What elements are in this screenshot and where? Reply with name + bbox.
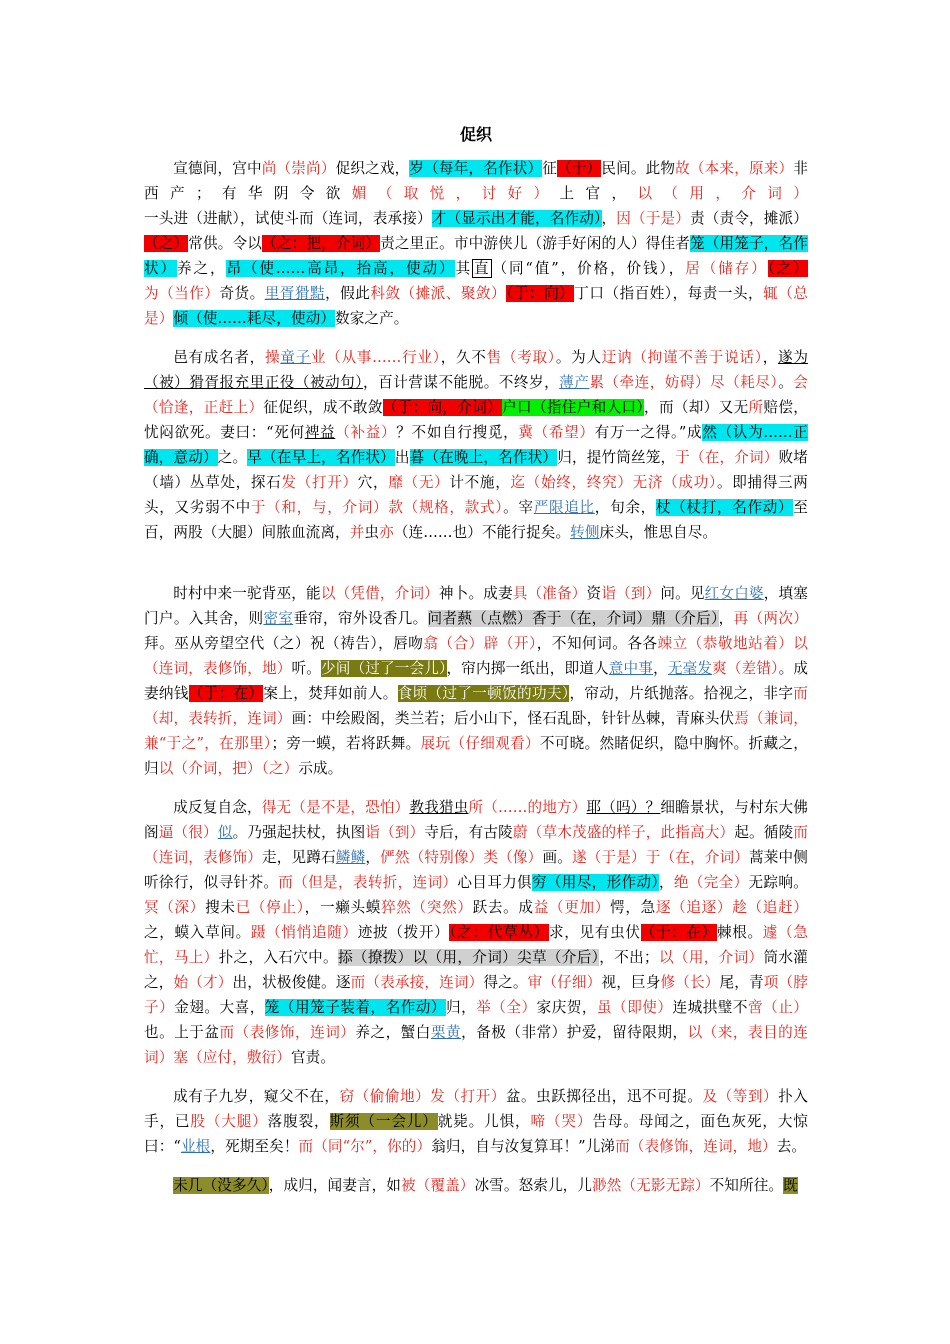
annotated-text: 似 [217,824,233,841]
annotated-text: 以（凭借，介词） [320,585,439,602]
annotated-text: 得无（是不是，恐怕） [261,799,410,816]
text-run: 养之，蟹白 [355,1024,431,1041]
text-run: ，帘动，片纸抛落。拾视之，非字 [569,685,794,702]
text-run: ，百计营谋不能脱。不终岁， [363,374,560,391]
text-run: 迹披（拨开） [357,924,450,941]
annotated-text: 童子 [280,349,311,366]
text-run: 出，状极俊健。逐 [232,974,351,991]
text-run: 常供。令以 [188,235,263,252]
annotated-text: 诣（到） [365,824,425,841]
text-run: 问。见 [660,585,705,602]
text-run: ，旬余， [594,499,656,516]
text-run: ，帘内掷一纸出，即道人 [446,660,609,677]
annotated-text: 昂（使……高昂，抬高，使动） [226,260,456,277]
text-run: 败堵（墙）丛草处，探石 [144,449,808,491]
text-run: 奇货。 [219,285,265,302]
annotated-text: 益（更加） [533,899,611,916]
text-run: 。乃强起扶杖，执图 [232,824,366,841]
annotated-text: 遽（急忙，马上） [144,924,809,966]
annotated-text: 发（打开） [430,1088,506,1105]
text-run: 落腹裂， [267,1113,330,1130]
annotated-text: 而（但是，表转折，连词） [278,874,458,891]
annotated-text: 已（停止） [235,899,305,916]
text-run: 扑入手，已 [144,1088,808,1130]
annotated-text: 里胥猾黠 [264,285,326,302]
text-run: ，而（却）又无 [644,399,749,416]
text-run: 盆。虫跃掷径出，迅不可捉。 [505,1088,703,1105]
annotated-text: 售（考取） [486,349,556,366]
annotated-text: （于：在） [188,685,264,702]
text-run: 视，巨身 [601,974,661,991]
text-run: 责之里正。市中游侠儿（游手好闲的人）得佳者 [380,235,690,252]
annotated-text: 啼（哭） [530,1113,593,1130]
annotated-text: 始（才） [173,974,233,991]
text-run: 金翅。大喜， [174,999,265,1016]
annotated-text: 辟（开） [483,635,537,652]
text-run: 走，见蹲石 [262,849,336,866]
annotated-text: 再（两次） [733,610,808,627]
text-run: ， [601,210,617,227]
annotated-text: 蹑（悄悄追随） [250,924,358,941]
annotated-text: （补益） [335,424,397,441]
text-run: 棘根。 [716,924,763,941]
text-run: 邑有成名者， [173,349,265,366]
annotated-text: 修（长） [660,974,720,991]
annotated-text: 窃（偷偷地） [339,1088,431,1105]
annotated-text: 而（表修饰，连词） [219,1024,356,1041]
text-run: 求，见有虫伏 [549,924,641,941]
paragraph-4 [144,795,808,1070]
annotated-text: 辄（总是） [144,285,808,327]
annotated-text: 媚（取悦，讨好） [351,185,560,202]
annotated-text: 耶（吗）？ [586,799,661,816]
text-run: 示成。 [298,760,343,777]
annotated-text: 被（覆盖） [401,1177,475,1194]
text-run: 之，蟆入草间。 [144,924,251,941]
annotated-text: 倾（使……耗尽，使动） [173,310,336,327]
text-run: 不知所往。 [709,1177,784,1194]
text-run: 资 [586,585,602,602]
text-run: 归， [445,999,477,1016]
text-run: ，成归，闻妻言，如 [268,1177,401,1194]
annotated-text: 渺然（无影无踪） [592,1177,710,1194]
annotated-text: （于：向） [506,285,575,302]
annotated-text: 塞（应付，敷衍） [173,1049,291,1066]
annotated-text: 所 [748,399,764,416]
text-run: 心目耳力俱 [457,874,532,891]
annotated-text: 业（从事……行业） [310,349,441,366]
annotated-text: 及（等到） [702,1088,779,1105]
annotated-text: （之：把，介词） [262,235,381,252]
annotated-text: 无毫发 [667,660,713,677]
text-run: 也。上于盆 [144,1024,220,1041]
text-run: 搜未 [205,899,236,916]
annotated-text: 直 [473,260,491,277]
annotated-text: 然（认为……正确，意动） [144,424,808,466]
annotated-text: 逼（很） [158,824,218,841]
annotated-text: 迄（始终，终究） [510,474,633,491]
annotated-text: （于：向，介词） [382,399,503,416]
document-page [144,120,808,1198]
text-run: 归，提竹筒丝笼， [557,449,676,466]
text-run: ；旁一蟆，若将跃舞。 [271,735,421,752]
annotated-text: 红女白婆 [704,585,764,602]
text-run: ， [762,349,779,366]
annotated-text: 而（表修饰，连词，地） [615,1138,777,1155]
annotated-text: 遂（于是） [571,849,646,866]
text-run: 床头，惟思自尽。 [599,524,718,541]
annotated-text: 尚（崇尚） [261,160,336,177]
text-run: ，填塞门户。入其舍，则 [144,585,808,627]
annotated-text: 靡（无） [388,474,450,491]
text-run: 连城拱璧不 [672,999,748,1016]
text-run: 征 [542,160,558,177]
annotated-text: 具（准备） [512,585,587,602]
text-run: 促织之戏， [335,160,410,177]
annotated-text: （之） [144,235,189,252]
annotated-text: 会（恰逢，正赶上） [144,374,808,416]
text-run: 之。 [217,449,248,466]
text-run: 官责。 [290,1049,336,1066]
annotated-text: 故（本来，原来） [675,160,794,177]
paragraph-1 [144,156,808,331]
text-run: 。 [778,374,794,391]
annotated-text: 操 [264,349,281,366]
text-run: ， [658,874,674,891]
annotated-text: 冥（深） [144,899,206,916]
annotated-text: 啻（止） [748,999,808,1016]
text-run: 尾，青 [719,974,764,991]
text-run: 丁口（指百姓），每责一头， [574,285,764,302]
annotated-text: 发（打开） [281,474,358,491]
text-run: 神卜。成妻 [438,585,513,602]
document-title: 促织 [459,125,492,144]
text-run: 筒水灌之， [144,949,808,991]
annotated-text: 掭（撩拨）以（用，介词）尖草（介后） [337,949,600,966]
annotated-text: 冀（希望） [518,424,595,441]
annotated-text: 翕（合） [423,635,484,652]
annotated-text: 项（脖子） [144,974,808,1016]
text-run: 有万一之得。”成 [594,424,703,441]
text-run: 出 [394,449,410,466]
annotated-text: （于：在） [640,924,717,941]
text-run: 家庆贺， [536,999,597,1016]
annotated-text: 教我猎虫 [409,799,469,816]
annotated-text: 而（却，表转折，连词） [144,685,808,727]
annotated-text: 诣（到） [601,585,661,602]
annotated-text: 遂为（被）猾胥报充里正役（被动句） [144,349,809,391]
annotated-text: 严限追比 [533,499,595,516]
annotated-text: 而（连词，表修饰） [144,824,809,866]
annotated-text: 焉（兼词，兼“于之”，在那里） [144,710,808,752]
annotated-text: 业根 [180,1138,211,1155]
text-run: 虫 [364,524,380,541]
annotated-text: 蔚（草木茂盛的样子，此指高大） [512,824,735,841]
text-run: ，不出； [599,949,659,966]
annotated-text: 款（规格，款式） [388,499,504,516]
text-run: 细瞻景状，与村东大佛阁 [144,799,808,841]
annotated-text: 才（显示出才能，名作动） [431,210,602,227]
annotated-text: 爽（差错） [712,660,779,677]
annotated-text: 转侧 [570,524,600,541]
annotated-text: 于（在，介词） [675,449,779,466]
text-run: 。即捕得三两头，又劣弱不中 [144,474,808,516]
text-run: 就毙。儿惧， [437,1113,531,1130]
annotated-text: 岁（每年，名作状） [409,160,543,177]
text-run: 成有子九岁，窥父不在， [173,1088,340,1105]
annotated-text: 既 [783,1177,798,1194]
text-run: ，不知何词。各各 [536,635,658,652]
annotated-text: 穷（用尽，形作动） [531,874,659,891]
text-run: 画：中绘殿阁，类兰若；后小山下，怪石乱卧，针针丛棘，青麻头伏 [291,710,735,727]
annotated-text: 因（于是） [616,210,691,227]
text-run: 告母。母闻之，面色灰死，大惊曰：“ [144,1113,808,1155]
text-run: 不可晓。然睹促织，隐中胸怀。折藏之，归 [144,735,808,777]
paragraph-6 [144,1173,808,1198]
text-run: 。宰 [503,499,534,516]
text-run: 。为人 [555,349,602,366]
text-run: 时村中来一驼背巫，能 [173,585,321,602]
text-run: 养之， [176,260,227,277]
text-run: 跃去。成 [472,899,534,916]
text-run: 蒿莱中侧听徐行，似寻针芥。 [144,849,808,891]
text-run: （连……也）不能行捉矣。 [393,524,571,541]
text-run: 案上，焚拜如前人。 [263,685,398,702]
annotated-text: 裨益 [304,424,336,441]
text-run: ，死期至矣！ [210,1138,299,1155]
annotated-text: 虽（即使） [597,999,673,1016]
text-run: 计不施， [449,474,511,491]
annotated-text: 亦 [379,524,394,541]
annotated-text: 于（和，与，介词） [250,499,389,516]
text-run: 征促织，成不敢敛 [263,399,383,416]
annotated-text: 举（全） [476,999,537,1016]
annotated-text: 以（连词，表修饰，地） [144,635,808,677]
text-run: ， [365,849,381,866]
text-run: ？不如自行搜觅， [396,424,519,441]
annotated-text: 户口（指住户和人口） [502,399,645,416]
annotated-text: 笼（用笼子装着，名作动） [264,999,446,1016]
annotated-text: 鳞鳞 [335,849,366,866]
text-run: ， [718,610,734,627]
text-run: 冰雪。怒索儿，儿 [474,1177,593,1194]
text-run: 民间。此物 [601,160,676,177]
text-run: 愕，急 [610,899,656,916]
annotated-text: 所（……的地方） [468,799,587,816]
annotated-text: 少间（过了一会儿） [321,660,447,677]
annotated-text: 并 [349,524,365,541]
text-run: 得之。 [483,974,528,991]
annotated-text: 早（在早上，名作状） [247,449,395,466]
annotated-text: （之） [767,260,809,277]
annotated-text: 展玩（仔细观看） [420,735,540,752]
text-run: 去。 [776,1138,807,1155]
annotated-text: 暮（在晚上，名作状） [409,449,558,466]
annotated-text: 栗黄 [430,1024,462,1041]
annotated-text: 以（介词，把） [158,760,262,777]
text-run: 无踪响。 [748,874,808,891]
annotated-text: （于） [557,160,602,177]
text-run: 听。 [291,660,322,677]
annotated-text: 居（储存） [685,260,768,277]
text-run: 画。 [542,849,572,866]
annotated-text: 尽（耗尽） [710,374,779,391]
text-run: 数家之产。 [335,310,409,327]
text-run: 其 [455,260,472,277]
text-run: 上官， [559,185,638,202]
paragraph-3 [144,581,808,781]
text-run: ，一癞头蟆 [304,899,382,916]
text-run: 责（责令，摊派） [690,210,808,227]
annotated-text: 而（表承接，连词） [350,974,484,991]
annotated-text: 无济（成功） [632,474,717,491]
annotated-text: 密室 [263,610,294,627]
paragraph-5 [144,1084,808,1159]
annotated-text: 薄产 [559,374,590,391]
paragraph-2 [144,345,808,545]
text-run: ， [653,660,668,677]
annotated-text: 以（用，介词） [637,185,808,202]
annotated-text: （之：代草丛） [449,924,549,941]
annotated-text: 累（牵连，妨碍） [589,374,711,391]
annotated-text: 俨然（特别像） [380,849,484,866]
annotated-text: 股（大腿） [190,1113,268,1130]
annotated-text: 以（用，介词） [658,949,764,966]
text-run: 翁归，自与汝复算耳！”儿涕 [431,1138,616,1155]
annotated-text: 杖（杖打，名作动） [655,499,794,516]
annotated-text: 斯须（一会儿） [329,1113,438,1130]
annotated-text: 类（像） [483,849,543,866]
annotated-text: 审（仔细） [527,974,602,991]
text-run: 宣德间，宫中 [173,160,262,177]
annotated-text: 竦立（恭敬地站着） [657,635,794,652]
annotated-text: 食顷（过了一顿饭的功夫） [397,685,570,702]
text-run: 非西产；有华阴令欲 [144,160,808,202]
annotated-text: 科敛（摊派、聚敛） [370,285,507,302]
text-run: ，久不 [440,349,487,366]
annotated-text: （之） [261,760,299,777]
annotated-text: 趁（追赶） [732,899,808,916]
text-run: ，假此 [325,285,371,302]
annotated-text: 猝然（突然） [381,899,473,916]
text-run: ，备极（非常）护爱，留待限期， [461,1024,688,1041]
annotated-text: 迂讷（拘谨不善于说话） [601,349,763,366]
text-run: （同“值”，价格，价钱）， [492,260,686,277]
annotated-text: 笼（用笼子，名作状） [144,235,808,277]
text-run: 寺后，有古陵 [424,824,513,841]
text-run: 起。循陵 [734,824,794,841]
annotated-text: 逐（追逐） [655,899,733,916]
text-run: 拜。巫从旁望空代（之）祝（祷告），唇吻 [144,635,424,652]
text-run: 垂帘，帘外设香几。 [293,610,428,627]
annotated-text: 而（同“尔”，你的） [298,1138,432,1155]
text-run: 一头进（进献），试使斗而（连词，表承接） [144,210,432,227]
annotated-text: 意中事 [608,660,654,677]
annotated-text: 于（在，介词） [645,849,750,866]
text-run: 。成妻纳钱 [144,660,809,702]
annotated-text: 绝（完全） [673,874,749,891]
text-run: 赔偿，忧闷欲死。妻曰：“死何 [144,399,808,441]
text-run: 穴， [357,474,389,491]
annotated-text: 以（来，表目的连词） [144,1024,808,1066]
annotated-text: 未几（没多久） [173,1177,269,1194]
text-run: 至百，两股（大腿）间脓血流离， [144,499,808,541]
annotated-text: 为（当作） [144,285,220,302]
text-run: 成反复自念， [173,799,262,816]
annotated-text: 问者爇（点燃）香于（在，介词）鼎（介后） [427,610,719,627]
text-run: 扑之，入石穴中。 [218,949,338,966]
